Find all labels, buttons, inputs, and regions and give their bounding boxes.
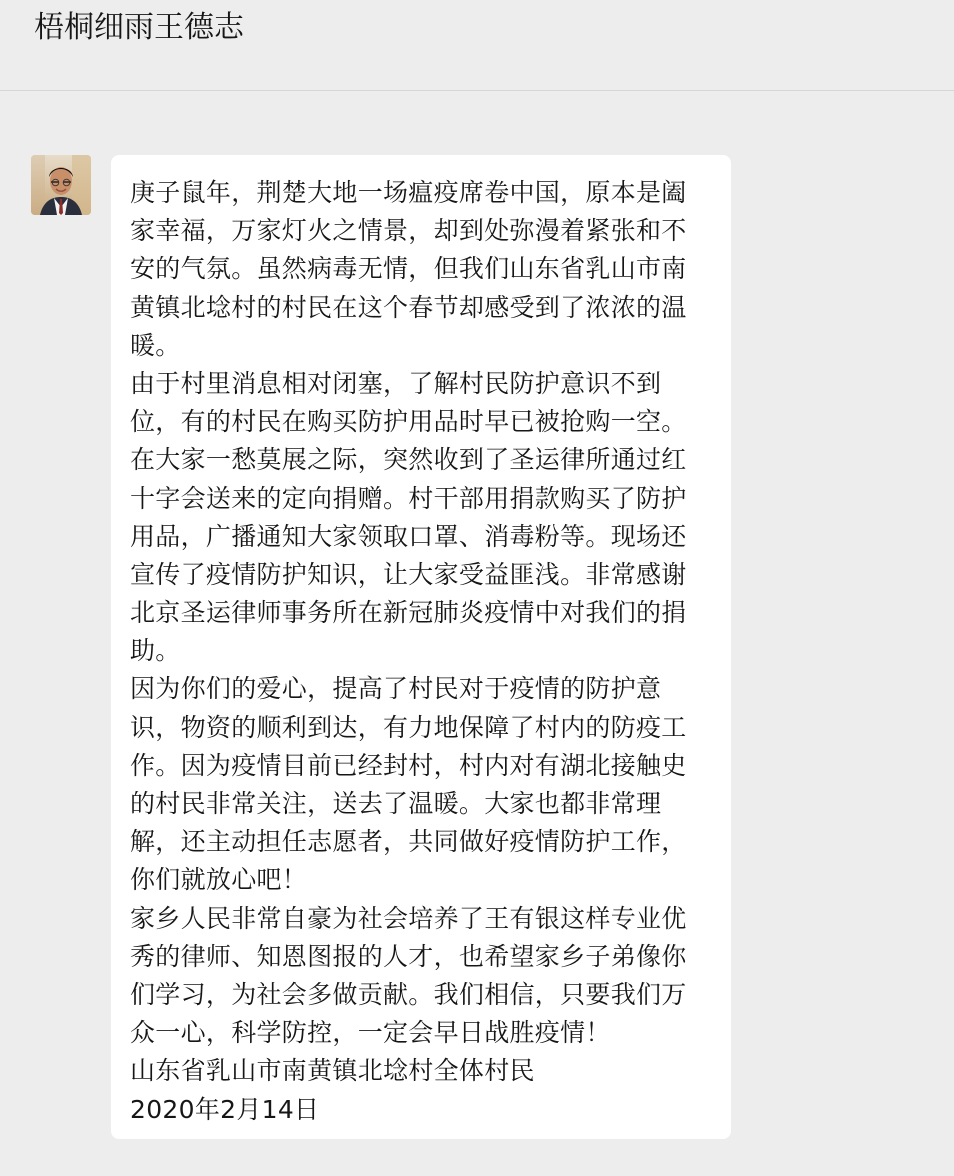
- message-line: 因为你们的爱心，提高了村民对于疫情的防护意: [130, 674, 662, 704]
- message-line: 识，物资的顺利到达，有力地保障了村内的防疫工: [130, 712, 687, 742]
- chat-header: [0, 0, 954, 91]
- message-text: [130, 174, 714, 1129]
- message-line: 位，有的村民在购买防护用品时早已被抢购一空。: [130, 407, 687, 437]
- message-line: 家乡人民非常自豪为社会培养了王有银这样专业优: [130, 903, 687, 933]
- message-bubble[interactable]: [111, 155, 731, 1139]
- message-line: 们学习，为社会多做贡献。我们相信，只要我们万: [130, 979, 687, 1009]
- message-line: 助。: [130, 636, 181, 666]
- message-line: 的村民非常关注，送去了温暖。大家也都非常理: [130, 789, 662, 818]
- message-line: 解，还主动担任志愿者，共同做好疫情防护工作，: [130, 827, 687, 857]
- message-line: 由于村里消息相对闭塞，了解村民防护意识不到: [130, 368, 662, 398]
- message-line: 你们就放心吧！: [130, 865, 308, 895]
- avatar-image: [31, 155, 91, 215]
- message-line: 安的气氛。虽然病毒无情，但我们山东省乳山市南: [130, 254, 687, 284]
- chat-title: 梧桐细雨王德志: [34, 10, 244, 45]
- message-line: 家幸福，万家灯火之情景，却到处弥漫着紧张和不: [130, 216, 687, 246]
- message-line: 作。因为疫情目前已经封村，村内对有湖北接触史: [130, 750, 687, 780]
- message-line: 十字会送来的定向捐赠。村干部用捐款购买了防护: [130, 483, 687, 513]
- message-line: 黄镇北埝村的村民在这个春节却感受到了浓浓的温: [130, 292, 687, 322]
- date-line: 2020年2月14日: [130, 1094, 320, 1124]
- message-line: 秀的律师、知恩图报的人才，也希望家乡子弟像你: [130, 941, 687, 971]
- message-line: 用品，广播通知大家领取口罩、消毒粉等。现场还: [130, 521, 687, 551]
- message-line: 在大家一愁莫展之际，突然收到了圣运律所通过红: [130, 445, 687, 475]
- message-line: 暖。: [130, 330, 181, 360]
- message-line: 众一心，科学防控，一定会早日战胜疫情！: [130, 1018, 611, 1048]
- message-line: 北京圣运律师事务所在新冠肺炎疫情中对我们的捐: [130, 598, 687, 628]
- avatar[interactable]: [31, 155, 91, 215]
- message-line: 宣传了疫情防护知识，让大家受益匪浅。非常感谢: [130, 559, 687, 589]
- signature-line: 山东省乳山市南黄镇北埝村全体村民: [130, 1056, 535, 1086]
- message-line: 庚子鼠年，荆楚大地一场瘟疫席卷中国，原本是阖: [130, 178, 687, 207]
